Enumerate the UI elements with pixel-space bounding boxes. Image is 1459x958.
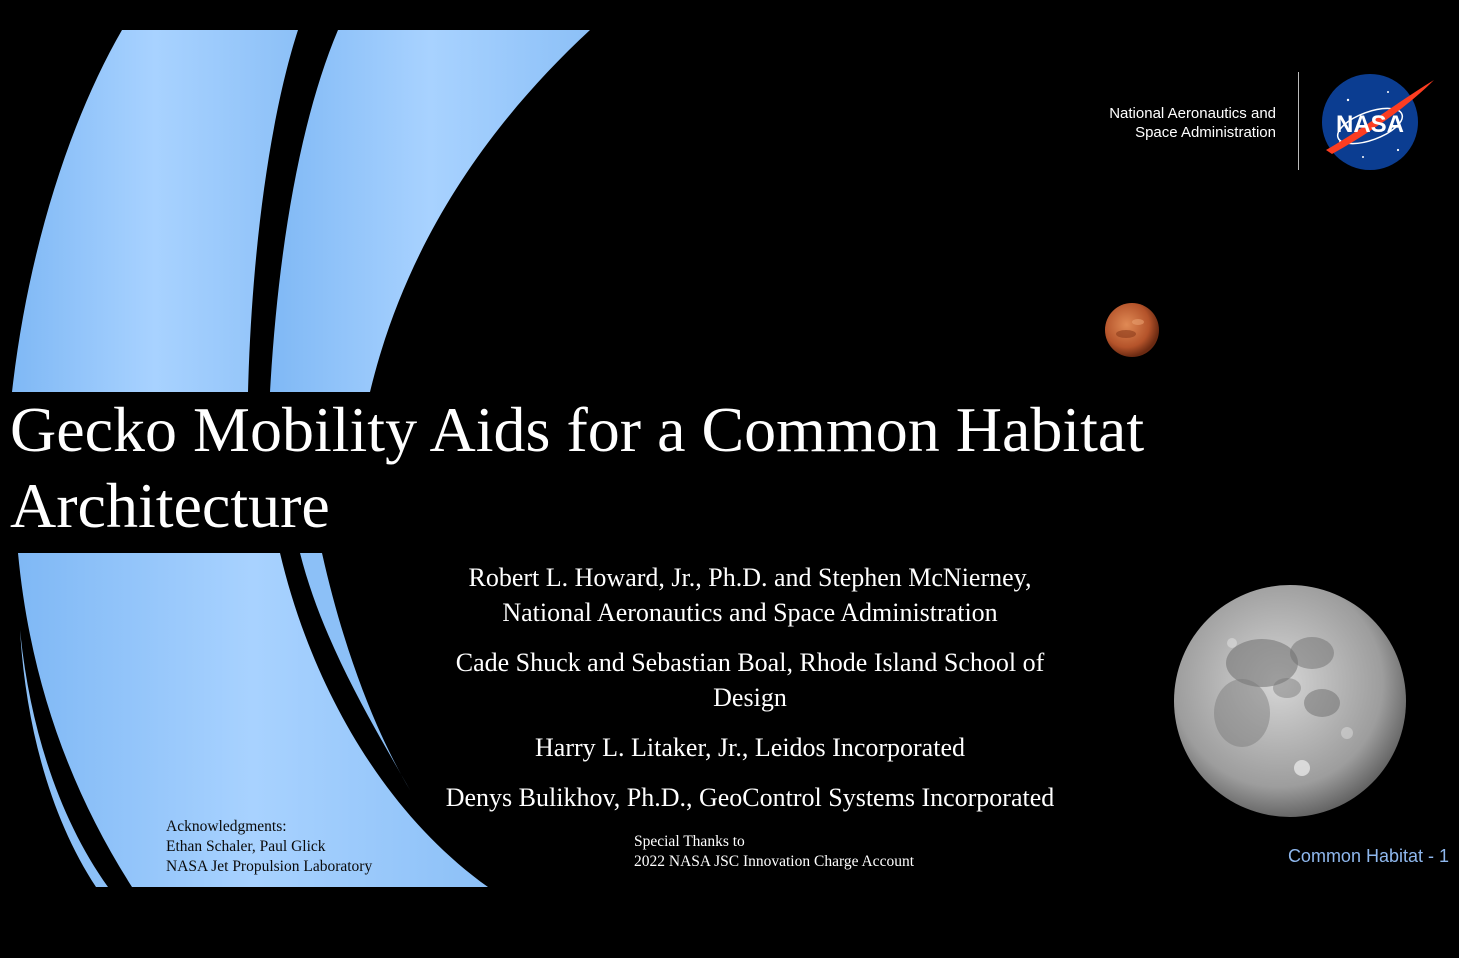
slide-footer: Common Habitat - 1 bbox=[1287, 846, 1449, 866]
author-entry bbox=[400, 560, 1100, 630]
title-line-2: Architecture bbox=[10, 470, 330, 541]
agency-name bbox=[1060, 104, 1276, 142]
author-line: Harry L. Litaker, Jr., Leidos Incorporated bbox=[535, 733, 965, 762]
author-line: Cade Shuck and Sebastian Boal, Rhode Island School of bbox=[455, 648, 1045, 677]
slide-title bbox=[10, 392, 1310, 544]
moon-planet bbox=[1172, 583, 1408, 819]
ack-names: Ethan Schaler, Paul Glick bbox=[166, 838, 326, 855]
author-line: Robert L. Howard, Jr., Ph.D. and Stephen McNierney, bbox=[468, 563, 1032, 592]
author-entry bbox=[400, 730, 1100, 765]
author-affiliation: Design bbox=[713, 683, 787, 712]
author-affiliation: National Aeronautics and Space Administration bbox=[502, 598, 998, 627]
author-line: Denys Bulikhov, Ph.D., GeoControl Systems Incorporated bbox=[445, 783, 1055, 812]
thanks-line-1: Special Thanks to bbox=[634, 833, 745, 850]
author-entry bbox=[400, 645, 1100, 715]
logo-divider bbox=[1298, 72, 1299, 170]
agency-line-1: National Aeronautics and bbox=[1109, 105, 1276, 122]
thanks-line-2: 2022 NASA JSC Innovation Charge Account bbox=[634, 853, 914, 870]
arc-upper-right bbox=[270, 30, 590, 392]
ack-org: NASA Jet Propulsion Laboratory bbox=[166, 858, 373, 875]
arc-upper-left bbox=[12, 30, 298, 392]
agency-line-2: Space Administration bbox=[1135, 124, 1276, 141]
title-line-1: Gecko Mobility Aids for a Common Habitat bbox=[10, 394, 1145, 465]
author-list bbox=[400, 560, 1100, 830]
author-entry bbox=[400, 780, 1100, 815]
nasa-logo-text: NASA bbox=[1335, 111, 1405, 138]
mars-planet bbox=[1102, 300, 1162, 360]
acknowledgments bbox=[166, 817, 372, 877]
ack-heading: Acknowledgments: bbox=[166, 818, 287, 835]
nasa-meatball-logo bbox=[1318, 72, 1438, 172]
special-thanks bbox=[634, 832, 914, 872]
